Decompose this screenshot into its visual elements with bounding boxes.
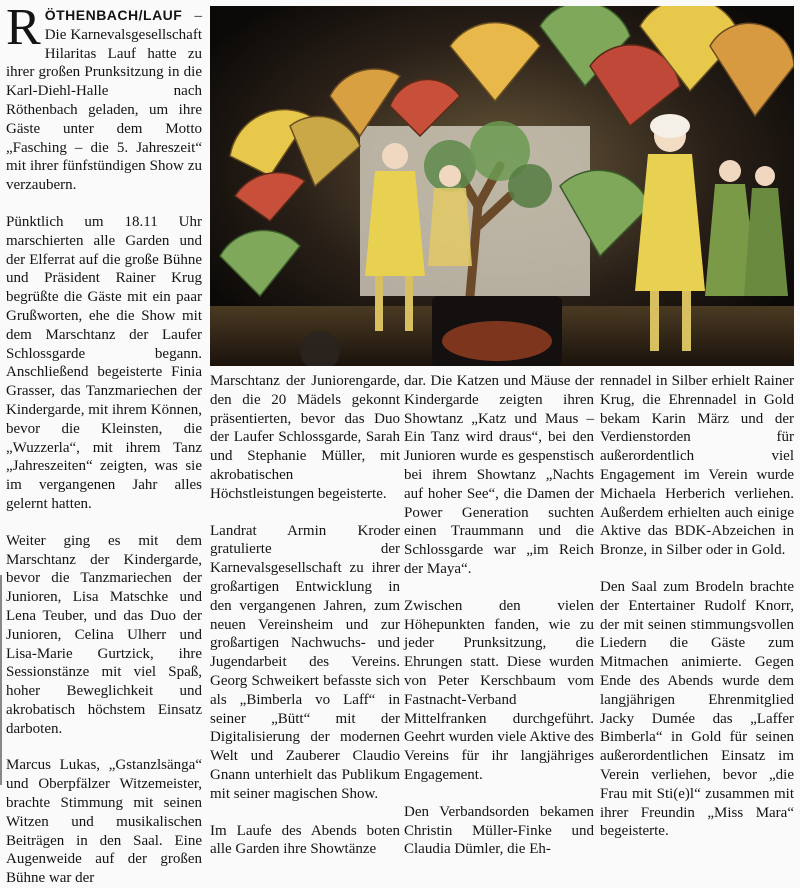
article-column-3 bbox=[404, 372, 594, 859]
article-paragraph: dar. Die Katzen und Mäuse der Kindergarde zeigten ihren Showtanz „Katz und Maus – Ein Tanz wird draus“, bei den Junioren wurde es gespenstisch bei ihrem Showtanz „Nachts auf hoher See“, die Damen der Power Generation suchten einen Traummann und die Schlossgarde war „im Reich der Maya“. bbox=[404, 373, 594, 577]
article-paragraph: Pünktlich um 18.11 Uhr marschierten alle Garden und der Elferrat auf die große Bühne und Präsident Rainer Krug begrüßte die Gäste mit ein paar Grußworten, ehe die Show mit dem Marschtanz der Laufer Schlossgarde begann. Anschließend begeisterte Finia Grasser, das Tanzmariechen der Kindergarde, mit ihrem Können, bevor die Kleinsten, die „Wuzzerla“, mit ihrem Tanz „Jahreszeiten“ zeigten, was sie im vergangenen Jahr alles gelernt hatten. bbox=[6, 213, 202, 512]
article-paragraph: Zwischen den vielen Höhepunkten fanden, wie zu jeder Prunksitzung, die Ehrungen statt. Diese wurden von Peter Kerschbaum vom Fastnacht-Verband Mittelfranken durchgeführt. Geehrt wurden viele Aktive des Vereins für ihr langjähriges Engagement. bbox=[404, 597, 594, 783]
stage-photo-illustration bbox=[210, 6, 794, 366]
article-paragraph: Weiter ging es mit dem Marschtanz der Kindergarde, bevor die Tanzmariechen der Junioren, Lisa Matschke und Lena Teuber, und das Duo der Junioren, Celina Ulherr und Lisa-Marie Gurtzick, ihre Sessionstänze mit viel Spaß, hoher Beweglichkeit und akrobatisch höchstem Einsatz darboten. bbox=[6, 532, 202, 737]
stage-photo bbox=[210, 6, 794, 366]
article-paragraph-lead bbox=[6, 0, 202, 195]
article-paragraph: Landrat Armin Kroder gratulierte der Karnevalsgesellschaft zu ihrer großartigen Entwicklung in den vergangenen Jahren, zum neuen Vereinsheim und zur großartigen Nachwuchs- und Jugendarbeit des Vereins. Georg Schweikert befasste sich als „Bimberla vo Laff“ in seiner „Bütt“ mit der Digitalisierung der modernen Welt und Zauberer Claudio Gnann unterhielt das Publikum mit seiner magischen Show. bbox=[210, 522, 400, 802]
article-paragraph: Im Laufe des Abends boten alle Garden ihre Showtänze bbox=[210, 822, 400, 858]
article-paragraph: Marschtanz der Juniorengarde, den die 20 Mädels gekonnt präsentierten, bevor das Duo der Laufer Schlossgarde, Sarah und Stephanie Müller, mit akrobatischen Höchstleistungen begeisterte. bbox=[210, 373, 400, 502]
article-paragraph: Den Verbandsorden bekamen Christin Müller-Finke und Claudia Dümler, die Eh- bbox=[404, 803, 594, 858]
article-paragraph: Den Saal zum Brodeln brachte der Entertainer Rudolf Knorr, der mit seinen stimmungsvollen Liedern die Gäste zum Mitmachen animierte. Gegen Ende des Abends wurde dem langjährigen Ehrenmitglied Jacky Dumée das „Laffer Bimberla“ in Gold für seinen außerordentlichen Einsatz im Verein verliehen, bevor „die Frau mit Sti(e)l“ zusammen mit ihrer Freundin „Miss Mara“ begeisterte. bbox=[600, 578, 794, 840]
dateline: ÖTHENBACH/LAUF bbox=[44, 7, 183, 23]
article-column-2 bbox=[210, 372, 400, 859]
article-paragraph: Marcus Lukas, „Gstanzlsänga“ und Oberpfälzer Witzemeister, brachte Stimmung mit seinen Witzen und musikalischen Beiträgen in den Saal. Eine Augenweide auf der großen Bühne war der bbox=[6, 757, 202, 887]
article-paragraph: rennadel in Silber erhielt Rainer Krug, die Ehrennadel in Gold bekam Karin März und der Verdienstorden für außerordentlich viel Engagement im Verein wurde Michaela Herberich verliehen. Außerdem erhielten auch einige Aktive das BDK-Abzeichen in Bronze, in Silber oder in Gold. bbox=[600, 373, 794, 559]
lead-text: – Die Karnevalsgesellschaft Hilaritas Lauf hatte zu ihrer großen Prunksitzung in die Karl-Diehl-Halle nach Röthenbach geladen, um ihre Gäste unter dem Motto „Fasching – die 5. Jahreszeit“ mit ihrer fünfstündigen Show zu verzaubern. bbox=[6, 8, 202, 194]
drop-cap: R bbox=[6, 0, 41, 56]
article-column-1 bbox=[6, 0, 202, 888]
article-column-4 bbox=[600, 372, 794, 841]
